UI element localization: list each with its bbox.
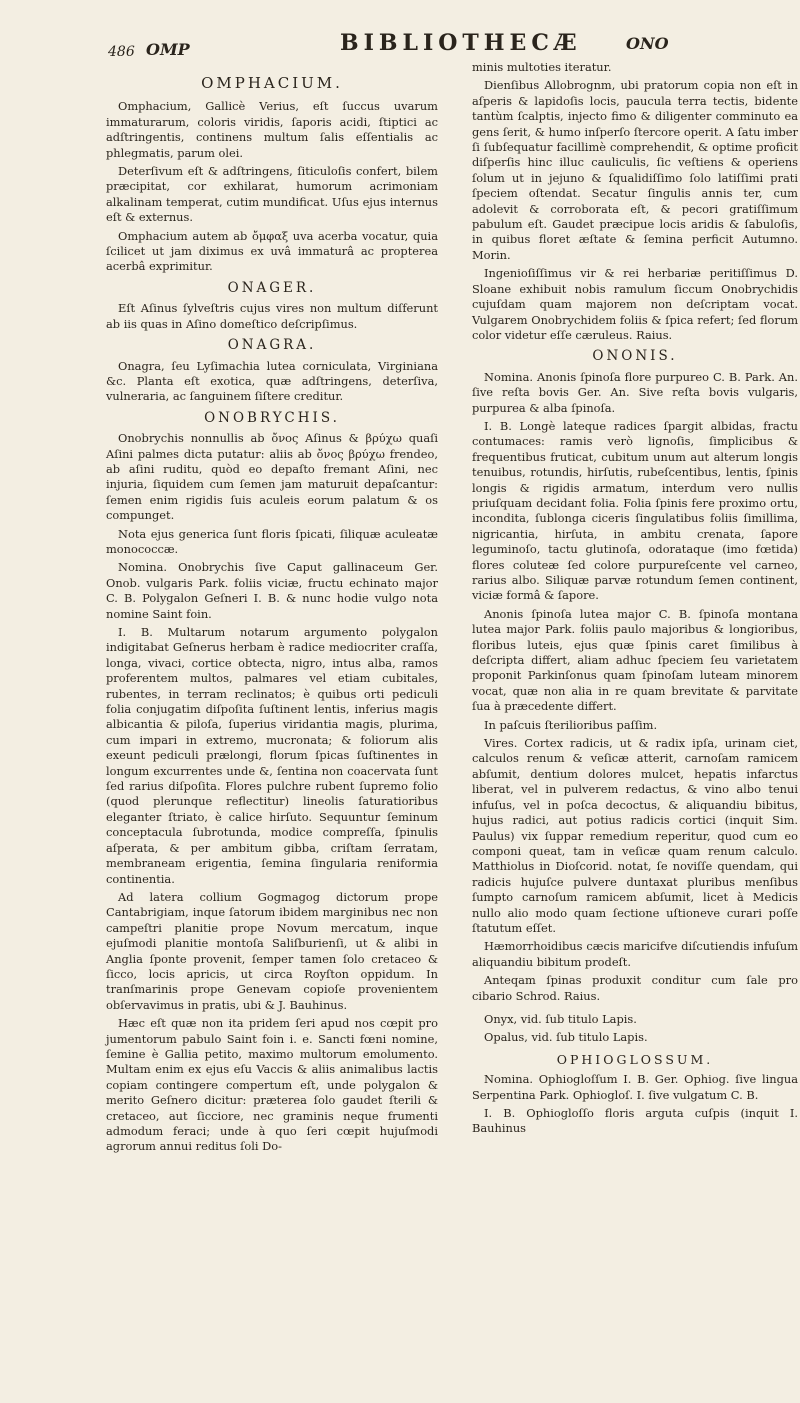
running-title: BIBLIOTHECÆ — [340, 30, 582, 56]
onagra-heading: ONAGRA. — [227, 337, 317, 354]
ononis-cibarium: Anteqam ſpinas produxit conditur cum ſale pro cibario Schrod. Raius. — [472, 973, 798, 1003]
onobrychis-etymology: Onobrychis nonnullis ab ὄνος Aſinus & βρύχω quaſi Aſini palmes dicta putatur: aliis ab ὄνος βρύχω frendeo, ab aſini ruditu, quòd eo depaſto fremant Aſini, nec injuria, ſiquidem cum ſemen jam maturuit depaſcantur: ſemen enim rigidis ſuis aculeis eorum palatum & os compunget. — [106, 431, 438, 523]
omphacium-etymology: Omphacium autem ab ὄμφαξ uva acerba vocatur, quia ſcilicet ut jam diximus ex uvâ immaturâ ac propterea acerbâ exprimitur. — [106, 228, 438, 274]
onager-heading: ONAGER. — [227, 279, 317, 296]
ononis-description: I. B. Longè lateque radices ſpargit albidas, fractu contumaces: ramis verò lignoſis, ſimplicibus & frequentibus fruticat, cubitum unum aut alterum longis tenuibus, rotundis, hirſutis, rubeſcentibus, lentis, ſpinis longis & rigidis armatum, interdum vero nullis priuſquam decidant folia. Folia ſpinis fere proximo ortu, incondita, ſublonga ciceris ſingulatibus foliis ſimillima, nigricantia, hirſuta, in ambitu crenata, ſapore leguminoſo, tactu glutinoſa, odorataque (imo fœtida) flores coluteæ ſed colore purpureſcente vel carneo, rarius albo. Siliquæ parvæ rotundum ſemen continent, viciæ formâ & ſapore. — [472, 418, 798, 603]
onager-text: Eſt Aſinus ſylveſtris cujus vires non multum diſferunt ab iis quas in Aſino domeſtico deſcripſimus. — [106, 301, 438, 331]
ophioglossum-description: I. B. Ophiogloſſo floris arguta cuſpis (inquit I. Bauhinus — [472, 1106, 798, 1136]
ononis-vires: Vires. Cortex radicis, ut & radix ipſa, urinam ciet, calculos renum & veſicæ atterit, carnoſam ramicem abſumit, dentium dolores mulcet, hepatis infarctus liberat, vel in pulverem redactus, & vino albo tenui infuſus, vel in poſca decoctus, & aliquandiu bibitus, hujus radici, aut potius radicis cortici (inquit Sim. Paulus) vix ſuppar remedium reperitur, quod cum eo componi queat, tam in veſicæ quam renum calculo. Matthiolus in Dioſcorid. notat, ſe noviſſe quendam, qui radicis hujuſce pulvere duntaxat pluribus menſibus ſumpto carnoſum ramicem abſumit, licet à Medicis nullo alio modo quam ſectione uſtioneve curari poſſe ſtatutum eſſet. — [472, 736, 798, 935]
omphacium-heading: OMPHACIUM. — [201, 74, 343, 92]
onyx-cross-reference: Onyx, vid. ſub titulo Lapis. — [484, 1011, 637, 1026]
onobrychis-sloane: Ingenioſiſſimus vir & rei herbariæ peritiſſimus D. Sloane exhibuit nobis ramulum ſiccum Onobrychidis cujuſdam quam majorem non deſcriptam vocat. Vulgarem Onobrychidem foliis & ſpica refert; ſed florum color videtur eſſe cæruleus. Raius. — [472, 266, 798, 342]
ophioglossum-heading: OPHIOGLOSSUM. — [556, 1051, 714, 1067]
onobrychis-heading: ONOBRYCHIS. — [204, 409, 340, 426]
page-number: 486 — [108, 44, 135, 60]
onobrychis-description: I. B. Multarum notarum argumento polygalon indigitabat Geſnerus herbam è radice mediocriter craſſa, longa, vivaci, cortice obtecta, nigro, intus alba, ramos proferentem multos, palmares vel etiam cubitales, rubentes, in terram reclinatos; è quibus orti pediculi folia conjugatim diſpoſita ſuſtinent lentis, inferius magis albicantia & piloſa, ſuperius viridantia magis, plurima, cum impari in extremo, mucronata; & foliorum alis exeunt pediculi prælongi, florum ſpicas ſuſtinentes in longum excurrentes unde &, ſentina non coacervata ſunt ſed rarius diſpoſita. Flores pulchre rubent ſupremo folio (quod plerunque reflectitur) lineolis ſaturatioribus eleganter ſtriato, è calice hirſuto. Sequuntur ſeminum conceptacula ſubrotunda, modice compreſſa, ſpinulis aſperata, & per ambitum gibba, criſtam ſerratam, membraneam erigentia, ſemina ſingularia reniformia continentia. — [106, 625, 438, 886]
onobrychis-nota: Nota ejus generica ſunt floris ſpicati, ſiliquæ aculeatæ monococcæ. — [106, 526, 438, 556]
onobrychis-locus: Ad latera collium Gogmagog dictorum prope Cantabrigiam, inque ſatorum ibidem marginibus nec non campeſtri planitie prope Novum mercatum, inque ejuſmodi planitie montoſa Saliſburienſi, ut & alibi in Anglia ſponte provenit, ſemper tamen ſolo cretaceo & ſicco, locis apricis, ut circa Royſton oppidum. In tranſmarinis prope Genevam copioſe provenientem obſervavimus in pratis, ubi & J. Bauhinus. — [106, 889, 438, 1012]
opalus-cross-reference: Opalus, vid. ſub titulo Lapis. — [484, 1030, 648, 1045]
right-column — [472, 60, 798, 1140]
onobrychis-cultura: Dienſibus Allobrognm, ubi pratorum copia non eſt in aſperis & lapidoſis locis, paucula terra tectis, bidente tantùm ſcalptis, injecto fimo & diligenter comminuto ea gens ſerit, & humo inſperſo ſtercore operit. A ſatu imber ſi ſubſequatur facillimè comprehendit, & optime proficit diſperſis hinc illuc cauliculis, ſic veſtiens & operiens ſolum ut in jejuno & ſqualidiſſimo ſolo latiſſimi prati ſpeciem oſtendat. Secatur ſingulis annis ter, cum adolevit & corroborata eſt, & pecori gratiſſimum pabulum eſt. Gaudet præcipue locis aridis & ſabuloſis, in quibus floret æſtate & ſemina perficit Autumno. Morin. — [472, 78, 798, 262]
ononis-heading: ONONIS. — [592, 348, 678, 365]
omphacium-definition: Omphacium, Gallicè Verius, eſt ſuccus uvarum immaturarum, coloris viridis, ſaporis acidi, ſtiptici ac adſtringentis, continens multum ſalis eſſentialis ac phlegmatis, parum olei. — [106, 99, 438, 160]
ononis-locus: In paſcuis ſterilioribus paſſim. — [484, 717, 658, 732]
left-column — [106, 66, 438, 1158]
ononis-nomina: Nomina. Anonis ſpinoſa flore purpureo C. B. Park. An. ſive reſta bovis Ger. An. Sive reſta bovis vulgaris, purpurea & alba ſpinoſa. — [472, 369, 798, 415]
onagra-text: Onagra, ſeu Lyſimachia lutea corniculata, Virginiana &c. Planta eſt exotica, quæ adſtringens, deterſiva, vulneraria, ac ſanguinem ſiſtere creditur. — [106, 358, 438, 404]
continuation-line: minis multoties iteratur. — [472, 60, 612, 74]
ononis-lutea: Anonis ſpinoſa lutea major C. B. ſpinoſa montana lutea major Park. foliis paulo majoribus & longioribus, floribus luteis, ejus quæ ſpinis caret ſimilibus à deſcripta differt, aliam adhuc ſpeciem ſeu varietatem proponit Parkinſonus quam ſpinoſam luteam minorem vocat, quæ non alia in re quam brevitate & parvitate ſua à præcedente differt. — [472, 606, 798, 714]
ononis-haemorrhoides: Hæmorrhoidibus cæcis maricifve diſcutiendis infuſum aliquandiu bibitum prodeſt. — [472, 939, 798, 969]
omphacium-virtues: Deterſivum eſt & adſtringens, ſiticuloſis confert, bilem præcipitat, cor exhilarat, humorum acrimoniam alkalinam temperat, cutim mundificat. Uſus ejus internus eſt & externus. — [106, 164, 438, 225]
ophioglossum-nomina: Nomina. Ophiogloſſum I. B. Ger. Ophiog. ſive lingua Serpentina Park. Ophiogloſ. I. ſive vulgatum C. B. — [472, 1072, 798, 1102]
catchword-left: OMP — [146, 40, 190, 59]
onobrychis-nomina: Nomina. Onobrychis ſive Caput gallinaceum Ger. Onob. vulgaris Park. foliis viciæ, fructu echinato major C. B. Polygalon Geſneri I. B. & nunc hodie vulgo nota nomine Saint foin. — [106, 560, 438, 621]
onobrychis-usus: Hæc eſt quæ non ita pridem ſeri apud nos cœpit pro jumentorum pabulo Saint foin i. e. Sancti fœni nomine, ſemine è Gallia petito, maximo multorum emolumento. Multam enim ex ejus eſu Vaccis & aliis animalibus lactis copiam contingere compertum eſt, unde polygalon & merito Geſnero dicitur: præterea ſolo gaudet ſterili & cretaceo, aut ſicciore, nec graminis neque frumenti admodum feraci; unde à quo ſeri cœpit hujuſmodi agrorum annui reditus ſoli Do- — [106, 1016, 438, 1154]
catchword-right: ONO — [626, 34, 669, 53]
